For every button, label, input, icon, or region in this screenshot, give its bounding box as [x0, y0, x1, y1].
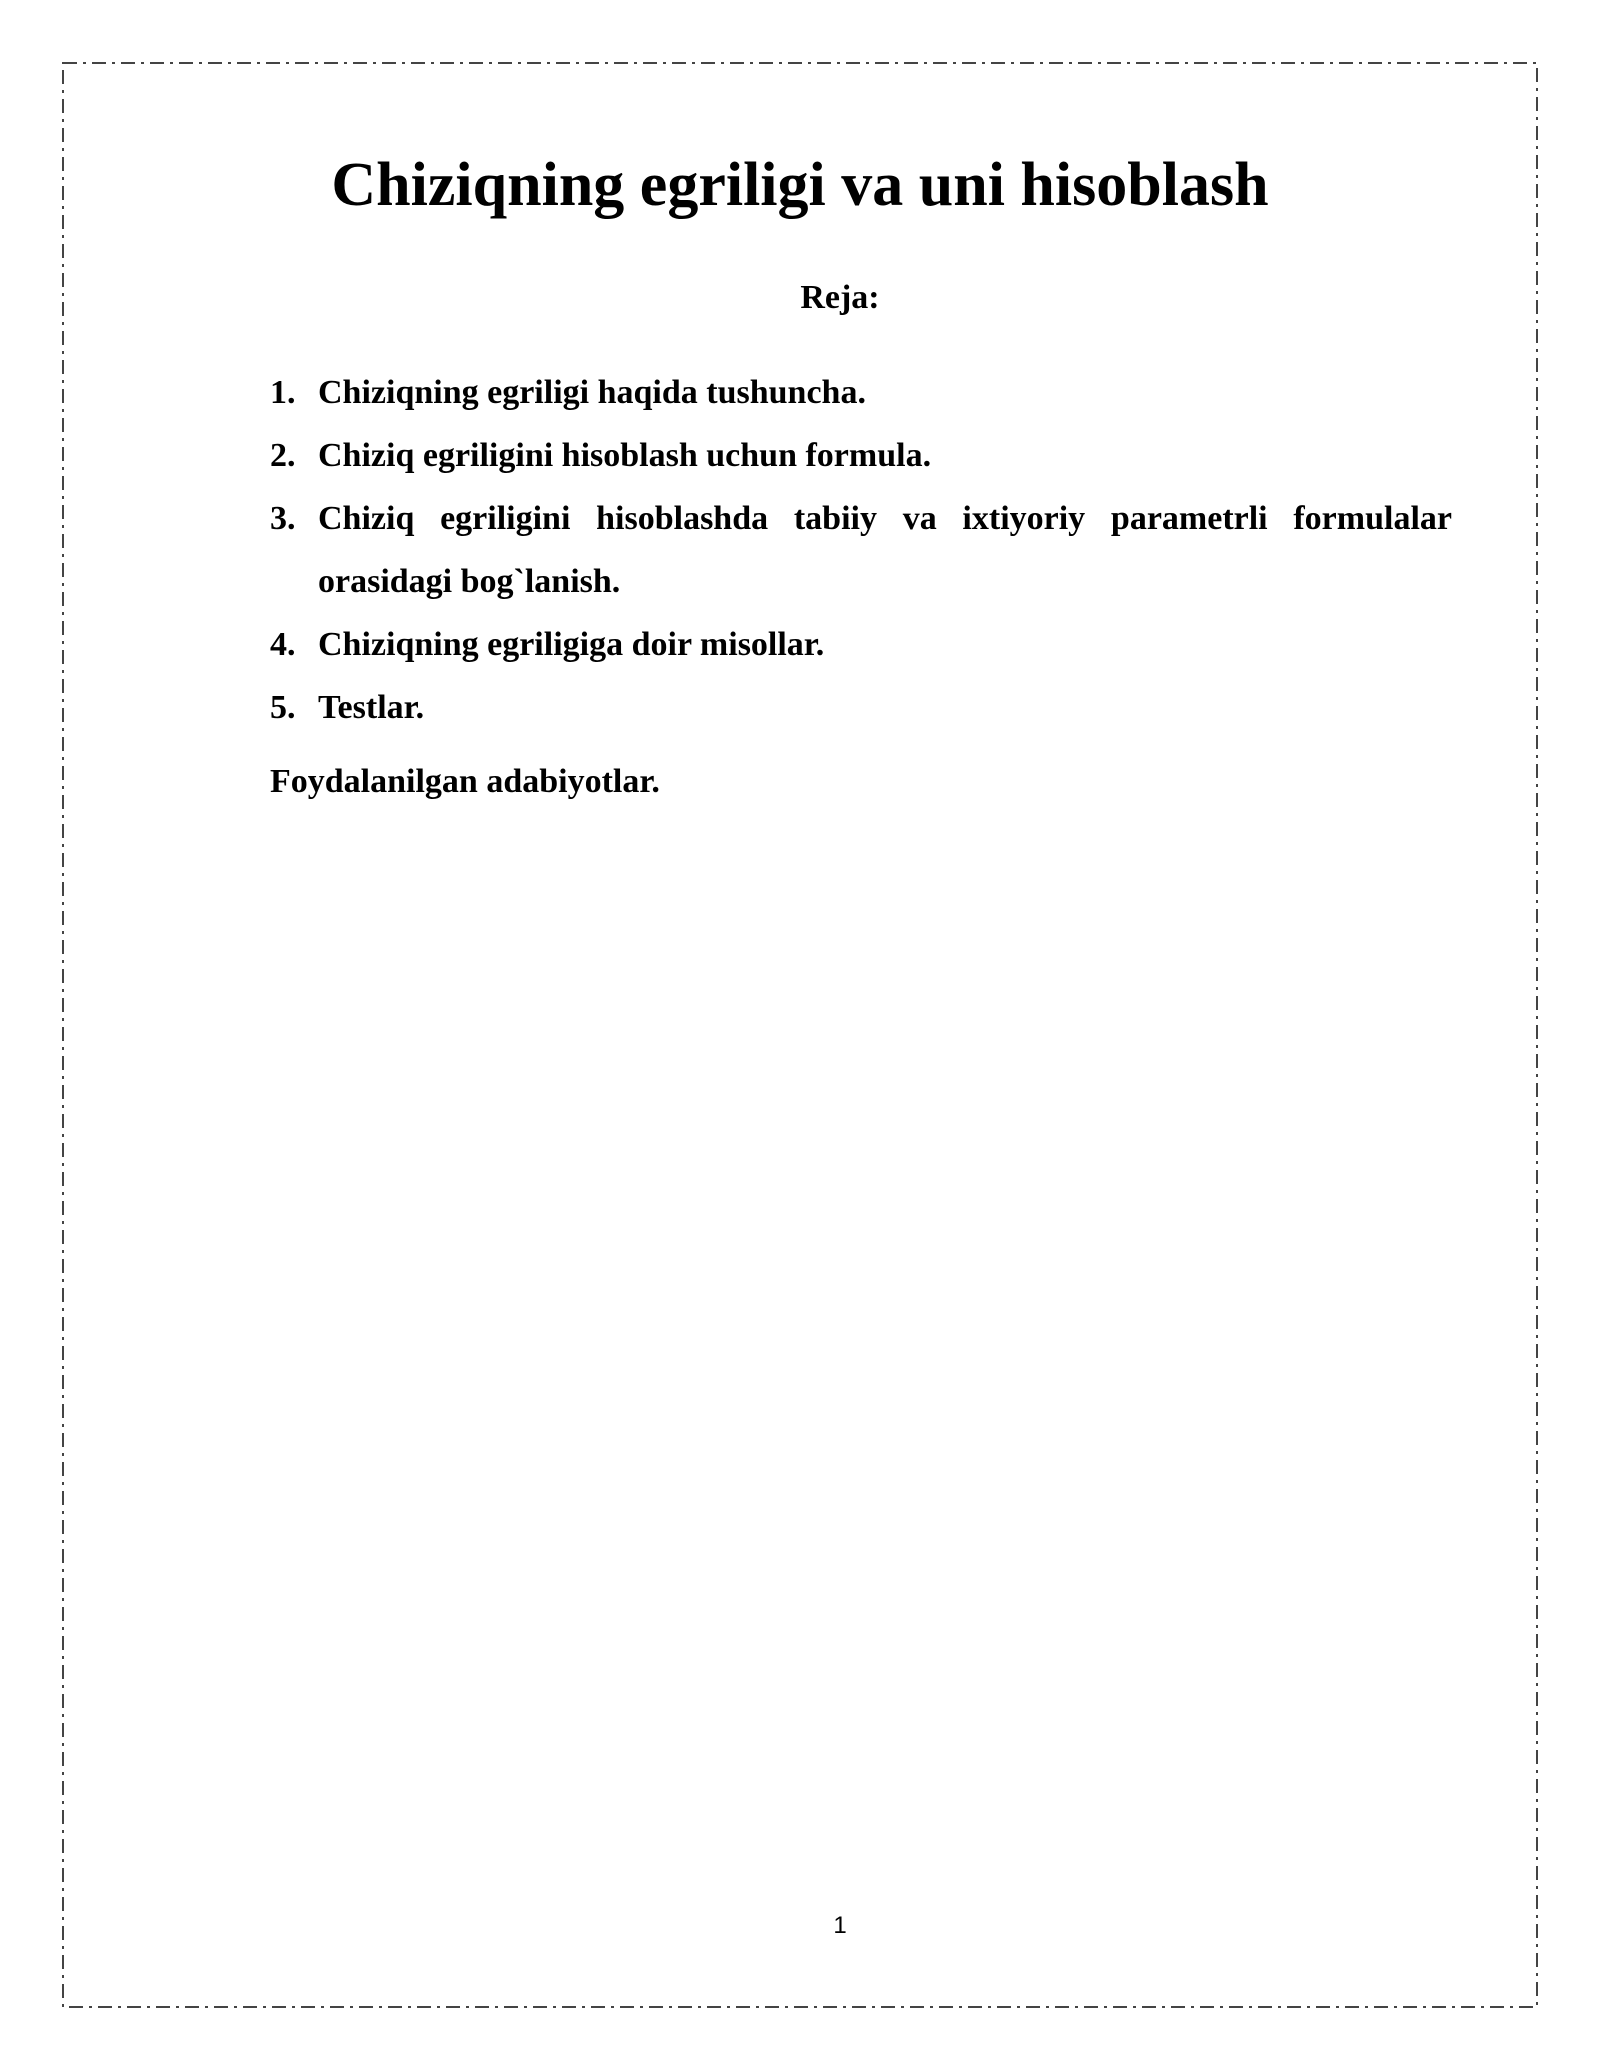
plan-item-number: 3. [270, 500, 296, 537]
plan-item-text: Chiziq egriligini hisoblash uchun formula. [318, 437, 932, 474]
plan-item-text: Testlar. [318, 689, 425, 726]
plan-item-number: 5. [270, 689, 296, 726]
plan-item-4 [270, 613, 1452, 676]
document-title: Chiziqning egriligi va uni hisoblash [331, 151, 1269, 219]
plan-item-5 [270, 676, 1452, 739]
plan-item-text: Chiziqning egriligiga doir misollar. [318, 626, 825, 663]
references-heading: Foydalanilgan adabiyotlar. [270, 763, 660, 800]
plan-item-2 [270, 424, 1452, 487]
plan-item-text: Chiziq egriligini hisoblashda tabiiy va ixtiyoriy parametrli formulalar orasidagi bog`lanish. [318, 500, 1452, 600]
plan-item-text: Chiziqning egriligi haqida tushuncha. [318, 374, 866, 411]
dash-dot-border-frame [62, 62, 1538, 2008]
plan-item-number: 2. [270, 437, 296, 474]
plan-item-number: 4. [270, 626, 296, 663]
plan-item-number: 1. [270, 374, 296, 411]
plan-list [270, 361, 1452, 739]
plan-heading: Reja: [800, 279, 880, 316]
plan-item-1 [270, 361, 1452, 424]
page-border [62, 62, 1538, 2008]
page-number: 1 [833, 1912, 847, 1939]
plan-item-3 [270, 487, 1452, 613]
